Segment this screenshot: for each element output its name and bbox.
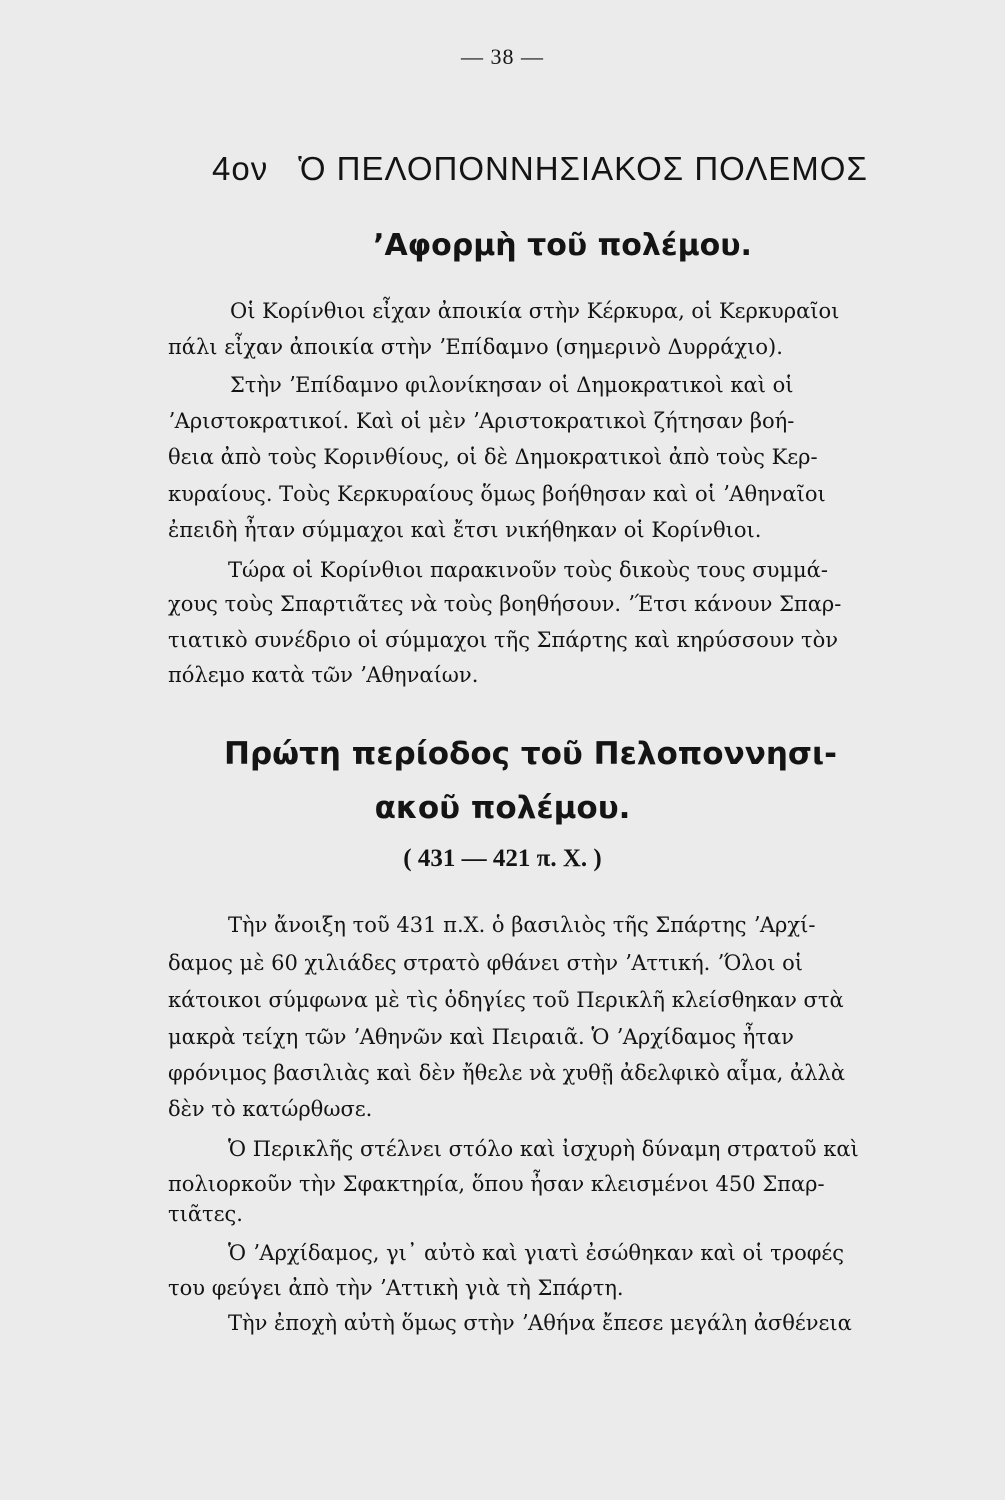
section-heading-period-line1: Πρώτη περίοδος τοῦ Πελοποννησι- — [224, 736, 837, 772]
section-heading-period-line2: ακοῦ πολέμου. — [374, 790, 631, 826]
text-line: μακρὰ τείχη τῶν ʼΑθηνῶν καὶ Πειραιᾶ. Ὁ ʼΑρχίδαμος ἦταν — [168, 1025, 794, 1049]
section-heading-cause: ʼΑφορμὴ τοῦ πολέμου. — [373, 228, 752, 263]
text-line: πόλεμο κατὰ τῶν ʼΑθηναίων. — [168, 663, 479, 687]
chapter-number: 4ον — [212, 150, 269, 187]
text-line: Στὴν ʼΕπίδαμνο φιλονίκησαν οἱ Δημοκρατικοὶ καὶ οἱ — [230, 373, 794, 397]
text-line: δαμος μὲ 60 χιλιάδες στρατὸ φθάνει στὴν ʼΑττική. ʼΌλοι οἱ — [168, 951, 803, 975]
text-line: Τὴν ἄνοιξη τοῦ 431 π.Χ. ὁ βασιλιὸς τῆς Σπάρτης ʼΑρχί- — [228, 913, 816, 937]
text-line: ʼΑριστοκρατικοί. Καὶ οἱ μὲν ʼΑριστοκρατικοὶ ζήτησαν βοή- — [168, 409, 795, 433]
text-line: τιᾶτες. — [168, 1202, 243, 1226]
text-line: δὲν τὸ κατώρθωσε. — [168, 1097, 373, 1121]
text-line: ἐπειδὴ ἦταν σύμμαχοι καὶ ἔτσι νικήθηκαν οἱ Κορίνθιοι. — [168, 518, 762, 542]
text-line: Οἱ Κορίνθιοι εἶχαν ἀποικία στὴν Κέρκυρα, οἱ Κερκυραῖοι — [230, 299, 840, 323]
text-line: πάλι εἶχαν ἀποικία στὴν ʼΕπίδαμνο (σημερινὸ Δυρράχιο). — [168, 335, 783, 359]
text-line: τιατικὸ συνέδριο οἱ σύμμαχοι τῆς Σπάρτης καὶ κηρύσσουν τὸν — [168, 628, 839, 652]
text-line: πολιορκοῦν τὴν Σφακτηρία, ὅπου ἦσαν κλεισμένοι 450 Σπαρ- — [168, 1172, 825, 1196]
chapter-name: Ὁ ΠΕΛΟΠΟΝΝΗΣΙΑΚΟΣ ΠΟΛΕΜΟΣ — [298, 150, 868, 187]
chapter-title — [212, 150, 892, 188]
period-dates: ( 431 — 421 π. Χ. ) — [403, 845, 602, 872]
page-number: — 38 — — [461, 44, 544, 69]
text-line: Τὴν ἐποχὴ αὐτὴ ὅμως στὴν ʼΑθήνα ἔπεσε μεγάλη ἀσθένεια — [228, 1311, 852, 1335]
text-line: κυραίους. Τοὺς Κερκυραίους ὅμως βοήθησαν καὶ οἱ ʼΑθηναῖοι — [168, 482, 826, 506]
text-line: Ὁ ʼΑρχίδαμος, γι᾽ αὐτὸ καὶ γιατὶ ἐσώθηκαν καὶ οἱ τροφές — [228, 1241, 845, 1265]
text-line: Τώρα οἱ Κορίνθιοι παρακινοῦν τοὺς δικοὺς τους συμμά- — [228, 558, 828, 582]
text-line: Ὁ Περικλῆς στέλνει στόλο καὶ ἰσχυρὴ δύναμη στρατοῦ καὶ — [228, 1137, 859, 1161]
text-line: κάτοικοι σύμφωνα μὲ τὶς ὁδηγίες τοῦ Περικλῆ κλείσθηκαν στὰ — [168, 988, 844, 1012]
text-line: φρόνιμος βασιλιὰς καὶ δὲν ἤθελε νὰ χυθῇ ἀδελφικὸ αἷμα, ἀλλὰ — [168, 1061, 845, 1085]
text-line: του φεύγει ἀπὸ τὴν ʼΑττικὴ γιὰ τὴ Σπάρτη. — [168, 1276, 624, 1300]
text-line: χους τοὺς Σπαρτιᾶτες νὰ τοὺς βοηθήσουν. ʼΈτσι κάνουν Σπαρ- — [168, 592, 842, 616]
text-line: θεια ἀπὸ τοὺς Κορινθίους, οἱ δὲ Δημοκρατικοὶ ἀπὸ τοὺς Κερ- — [168, 445, 818, 469]
